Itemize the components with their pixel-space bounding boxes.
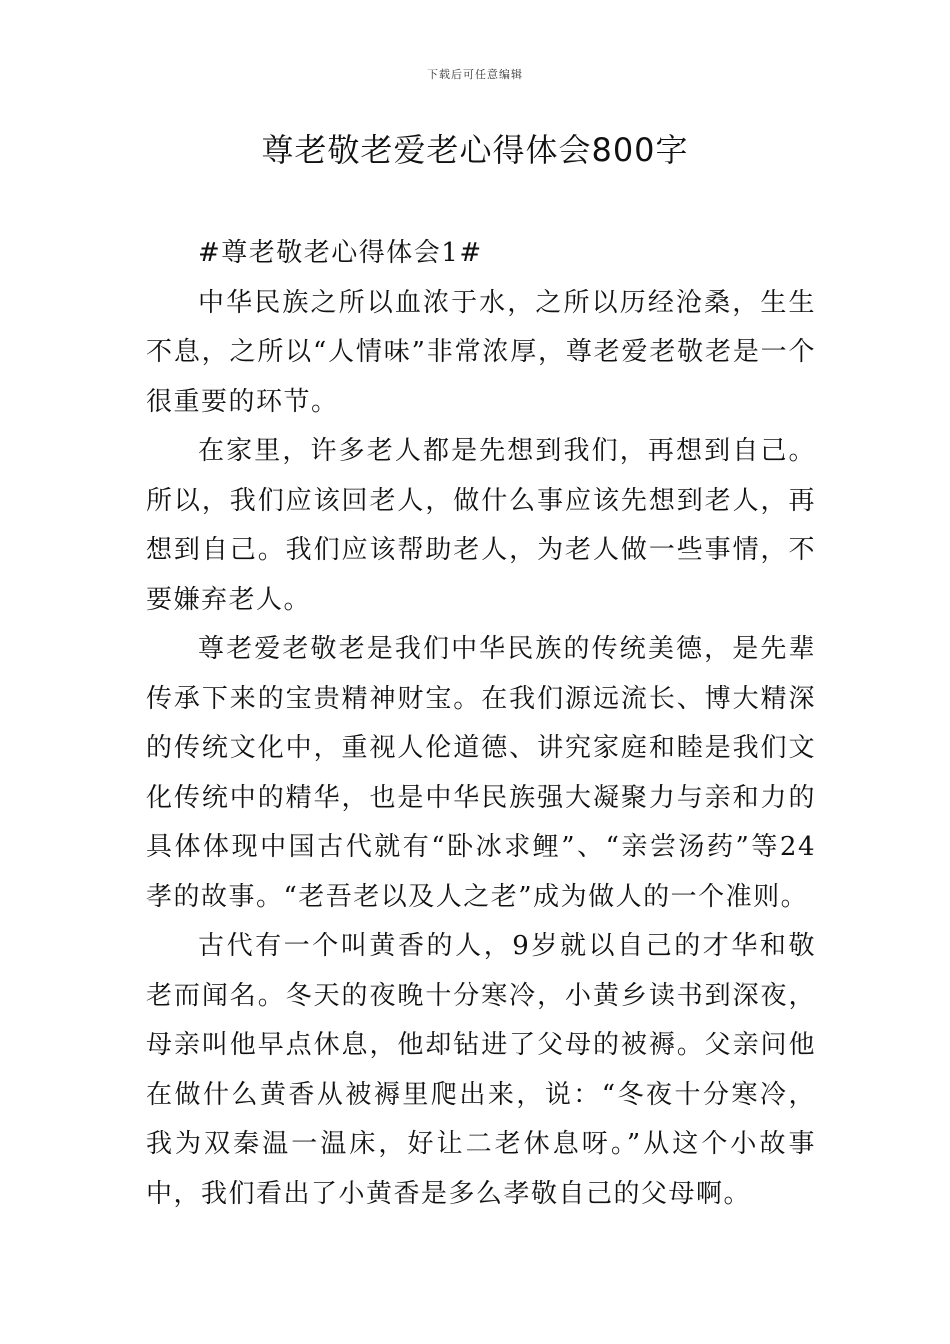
paragraph: 古代有一个叫黄香的人，9岁就以自己的才华和敬老而闻名。冬天的夜晚十分寒冷，小黄乡读书到深夜，母亲叫他早点休息，他却钻进了父母的被褥。父亲问他在做什么黄香从被褥里爬出来，说：“冬夜十分寒冷，我为双秦温一温床，好让二老休息呀。”从这个小故事中，我们看出了小黄香是多么孝敬自己的父母啊。 — [146, 931, 816, 1209]
document-title: 尊老敬老爱老心得体会800字 — [261, 131, 689, 169]
section-heading: #尊老敬老心得体会1# — [198, 238, 483, 268]
document-body — [146, 229, 816, 1219]
header-note: 下载后可任意编辑 — [427, 68, 523, 81]
paragraph: 中华民族之所以血浓于水，之所以历经沧桑，生生不息，之所以“人情味”非常浓厚，尊老爱老敬老是一个很重要的环节。 — [146, 287, 816, 417]
paragraph: 尊老爱老敬老是我们中华民族的传统美德，是先辈传承下来的宝贵精神财宝。在我们源远流长、博大精深的传统文化中，重视人伦道德、讲究家庭和睦是我们文化传统中的精华，也是中华民族强大凝聚力与亲和力的具体体现中国古代就有“卧冰求鲤”、“亲尝汤药”等24孝的故事。“老吾老以及人之老”成为做人的一个准则。 — [146, 634, 816, 912]
paragraph: 在家里，许多老人都是先想到我们，再想到自己。所以，我们应该回老人，做什么事应该先想到老人，再想到自己。我们应该帮助老人，为老人做一些事情，不要嫌弃老人。 — [146, 436, 816, 615]
